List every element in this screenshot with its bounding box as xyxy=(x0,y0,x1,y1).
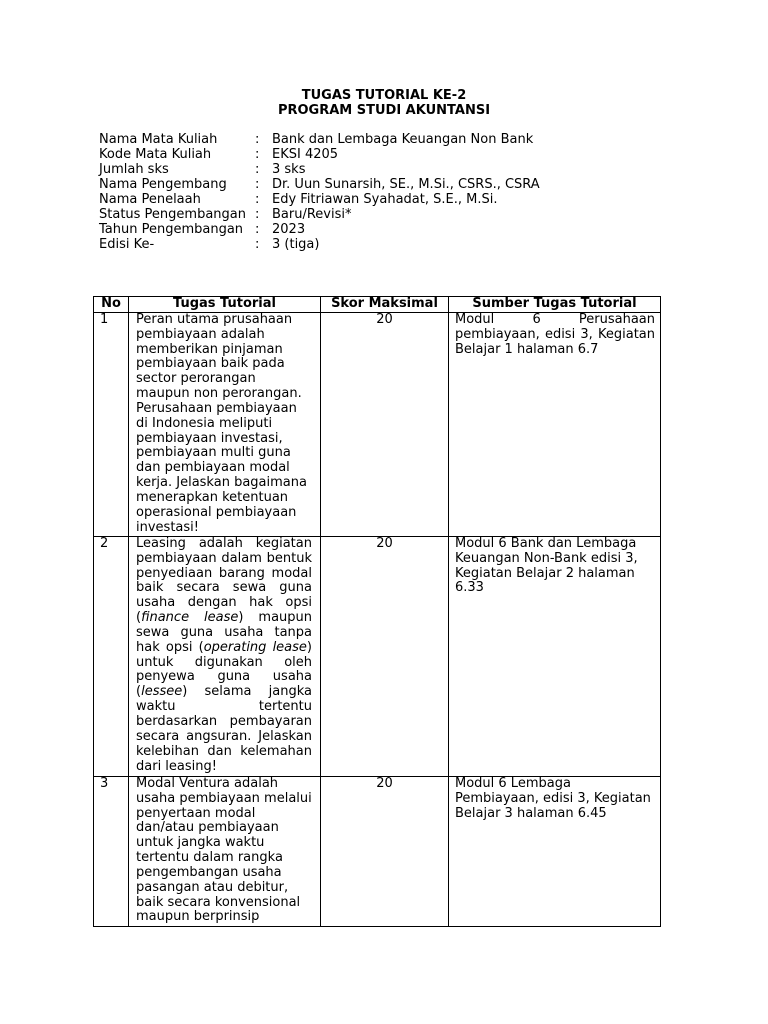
meta-row-year xyxy=(99,222,592,237)
meta-colon: : xyxy=(255,162,260,177)
meta-colon: : xyxy=(255,177,260,192)
max-score: 20 xyxy=(321,312,449,536)
meta-value: 3 (tiga) xyxy=(272,237,320,252)
meta-colon: : xyxy=(255,237,260,252)
meta-label: Status Pengembangan xyxy=(99,207,246,222)
meta-row-reviewer xyxy=(99,192,592,207)
document-title: TUGAS TUTORIAL KE-2 xyxy=(301,88,467,103)
table-row xyxy=(94,536,661,776)
table-row xyxy=(94,776,661,926)
meta-label: Nama Penelaah xyxy=(99,192,201,207)
meta-colon: : xyxy=(255,222,260,237)
meta-row-edition xyxy=(99,237,592,252)
meta-value: Dr. Uun Sunarsih, SE., M.Si., CSRS., CSRA xyxy=(272,177,540,192)
table-header-row xyxy=(94,297,661,313)
task-text-part: Leasing adalah kegiatan pembiayaan dalam bentuk penyediaan barang modal baik secara sewa guna usaha dengan hak opsi ( xyxy=(136,535,312,626)
tutorial-task-table xyxy=(93,296,661,927)
meta-value: Edy Fitriawan Syahadat, S.E., M.Si. xyxy=(272,192,498,207)
meta-colon: : xyxy=(255,207,260,222)
task-text xyxy=(129,536,321,776)
meta-row-credits xyxy=(99,162,592,177)
meta-colon: : xyxy=(255,147,260,162)
task-text: Modal Ventura adalah usaha pembiayaan melalui penyertaan modal dan/atau pembiayaan untuk jangka waktu tertentu dalam rangka pengembangan usaha pasangan atau debitur, baik secara konvensional maupun berprinsip xyxy=(129,776,321,926)
meta-label: Kode Mata Kuliah xyxy=(99,147,212,162)
task-source: Modul 6 Lembaga Pembiayaan, edisi 3, Kegiatan Belajar 3 halaman 6.45 xyxy=(449,776,661,926)
max-score: 20 xyxy=(321,776,449,926)
max-score: 20 xyxy=(321,536,449,776)
meta-label: Edisi Ke- xyxy=(99,237,155,252)
meta-row-course-name xyxy=(99,132,592,147)
task-text-term: finance lease xyxy=(141,610,239,626)
meta-label: Jumlah sks xyxy=(99,162,169,177)
task-text-term: lessee xyxy=(141,684,183,700)
meta-value: Bank dan Lembaga Keuangan Non Bank xyxy=(272,132,534,147)
meta-label: Nama Mata Kuliah xyxy=(99,132,218,147)
meta-value: 3 sks xyxy=(272,162,306,177)
meta-value: 2023 xyxy=(272,222,306,237)
task-text-part: ) selama jangka waktu tertentu berdasarkan pembayaran secara angsuran. Jelaskan kelebihan dan kelemahan dari leasing! xyxy=(136,684,312,774)
course-info xyxy=(99,132,592,252)
row-number: 1 xyxy=(94,312,129,536)
task-text-part: ) untuk digunakan oleh penyewa guna usaha ( xyxy=(136,639,312,700)
task-source: Modul 6 Bank dan Lembaga Keuangan Non-Bank edisi 3, Kegiatan Belajar 2 halaman 6.33 xyxy=(449,536,661,776)
task-text: Peran utama prusahaan pembiayaan adalah memberikan pinjaman pembiayaan baik pada sector perorangan maupun non perorangan. Perusahaan pembiayaan di Indonesia meliputi pembiayaan investasi, pembiayaan multi guna dan pembiayaan modal kerja. Jelaskan bagaimana menerapkan ketentuan operasional pembiayaan investasi! xyxy=(129,312,321,536)
meta-row-status xyxy=(99,207,592,222)
meta-colon: : xyxy=(255,132,260,147)
task-text-term: operating lease xyxy=(203,639,307,655)
meta-colon: : xyxy=(255,192,260,207)
meta-label: Nama Pengembang xyxy=(99,177,227,192)
header-max-score: Skor Maksimal xyxy=(321,297,449,313)
document-subtitle: PROGRAM STUDI AKUNTANSI xyxy=(277,103,491,118)
row-number: 2 xyxy=(94,536,129,776)
meta-row-course-code xyxy=(99,147,592,162)
header-source: Sumber Tugas Tutorial xyxy=(449,297,661,313)
row-number: 3 xyxy=(94,776,129,926)
header-no: No xyxy=(94,297,129,313)
task-text-part: ) maupun sewa guna usaha tanpa hak opsi ( xyxy=(136,610,312,655)
table-row xyxy=(94,312,661,536)
header-task: Tugas Tutorial xyxy=(129,297,321,313)
meta-value: Baru/Revisi* xyxy=(272,207,352,222)
meta-label: Tahun Pengembangan xyxy=(99,222,244,237)
meta-value: EKSI 4205 xyxy=(272,147,339,162)
task-source: Modul 6 Perusahaan pembiayaan, edisi 3, Kegiatan Belajar 1 halaman 6.7 xyxy=(449,312,661,536)
meta-row-developer xyxy=(99,177,592,192)
